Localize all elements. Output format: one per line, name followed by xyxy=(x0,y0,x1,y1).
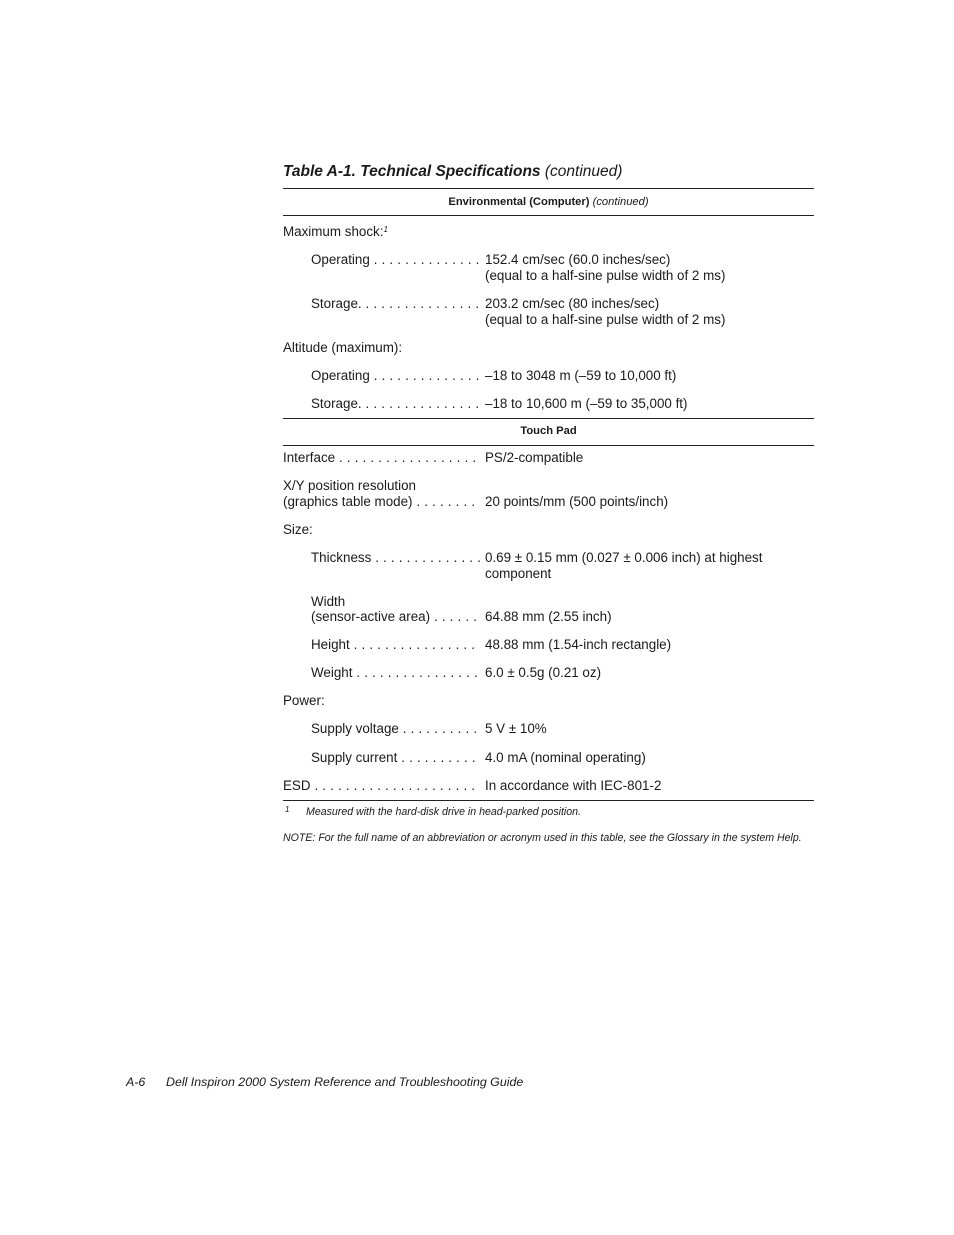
section-heading-touchpad: Touch Pad xyxy=(520,425,577,437)
footnote-text: Measured with the hard-disk drive in head-parked position. xyxy=(306,806,581,818)
spec-value: 203.2 cm/sec (80 inches/sec) xyxy=(485,296,660,311)
footnote-ref: 1 xyxy=(383,225,388,234)
environmental-heading-continued: (continued) xyxy=(592,196,649,208)
rule-environmental xyxy=(283,215,814,216)
spec-label: Operating . . . xyxy=(311,368,480,384)
spec-value: 6.0 ± 0.5g (0.21 oz) xyxy=(485,665,602,680)
spec-value: –18 to 3048 m (–59 to 10,000 ft) xyxy=(485,368,677,383)
spec-label: Operating . . . xyxy=(311,252,480,268)
spec-value: 48.88 mm (1.54-inch rectangle) xyxy=(485,637,672,652)
size-label: Size: xyxy=(283,522,313,537)
spec-value-continued: (equal to a half-sine pulse width of 2 ms) xyxy=(485,312,726,327)
spec-value: 4.0 mA (nominal operating) xyxy=(485,750,646,765)
xy-label-line1: X/Y position resolution xyxy=(283,478,416,493)
spec-label: Storage. . . . xyxy=(311,396,480,412)
rule-touchpad xyxy=(283,445,814,446)
table-title-continued: (continued) xyxy=(544,163,623,180)
page-number: A-6 xyxy=(126,1075,146,1089)
max-shock-label-text: Maximum shock: xyxy=(283,224,384,239)
rule-touchpad-top xyxy=(283,418,814,419)
spec-value: PS/2-compatible xyxy=(485,450,584,465)
spec-label: (graphics table mode) . . . xyxy=(283,494,480,510)
spec-value: 64.88 mm (2.55 inch) xyxy=(485,609,612,624)
spec-label: Height . . . xyxy=(311,637,480,653)
spec-value: 5 V ± 10% xyxy=(485,721,547,736)
spec-value: 0.69 ± 0.15 mm (0.027 ± 0.006 inch) at highest xyxy=(485,550,763,565)
spec-label: Weight . . . xyxy=(311,665,480,681)
power-label: Power: xyxy=(283,693,325,708)
spec-value-continued: (equal to a half-sine pulse width of 2 ms) xyxy=(485,268,726,283)
spec-label: Interface . . . xyxy=(283,450,480,466)
table-note: NOTE: For the full name of an abbreviation or acronym used in this table, see the Glossary in the system Help. xyxy=(283,832,802,844)
spec-value: 20 points/mm (500 points/inch) xyxy=(485,494,669,509)
book-title: Dell Inspiron 2000 System Reference and Troubleshooting Guide xyxy=(166,1075,524,1089)
spec-label: ESD . . . xyxy=(283,778,480,794)
spec-label: Supply voltage . . . xyxy=(311,721,480,737)
section-heading-environmental xyxy=(283,195,814,209)
spec-label: Storage. . . . xyxy=(311,296,480,312)
spec-label: Thickness . . . xyxy=(311,550,480,566)
spec-value: In accordance with IEC-801-2 xyxy=(485,778,662,793)
table-title xyxy=(283,162,814,182)
footnote-mark: 1 xyxy=(285,805,290,814)
width-label-line1: Width xyxy=(311,594,346,609)
environmental-heading-text: Environmental (Computer) xyxy=(448,196,590,208)
rule-top xyxy=(283,188,814,189)
rule-bottom xyxy=(283,800,814,801)
page-footer xyxy=(126,1074,523,1090)
altitude-label: Altitude (maximum): xyxy=(283,340,403,355)
spec-label: Supply current . . . xyxy=(311,750,480,766)
max-shock-label xyxy=(283,224,388,240)
spec-value: –18 to 10,600 m (–59 to 35,000 ft) xyxy=(485,396,688,411)
spec-value: 152.4 cm/sec (60.0 inches/sec) xyxy=(485,252,671,267)
table-title-main: Table A-1. Technical Specifications xyxy=(283,163,541,180)
spec-value-continued: component xyxy=(485,566,552,581)
spec-label: (sensor-active area) . . . xyxy=(311,609,480,625)
